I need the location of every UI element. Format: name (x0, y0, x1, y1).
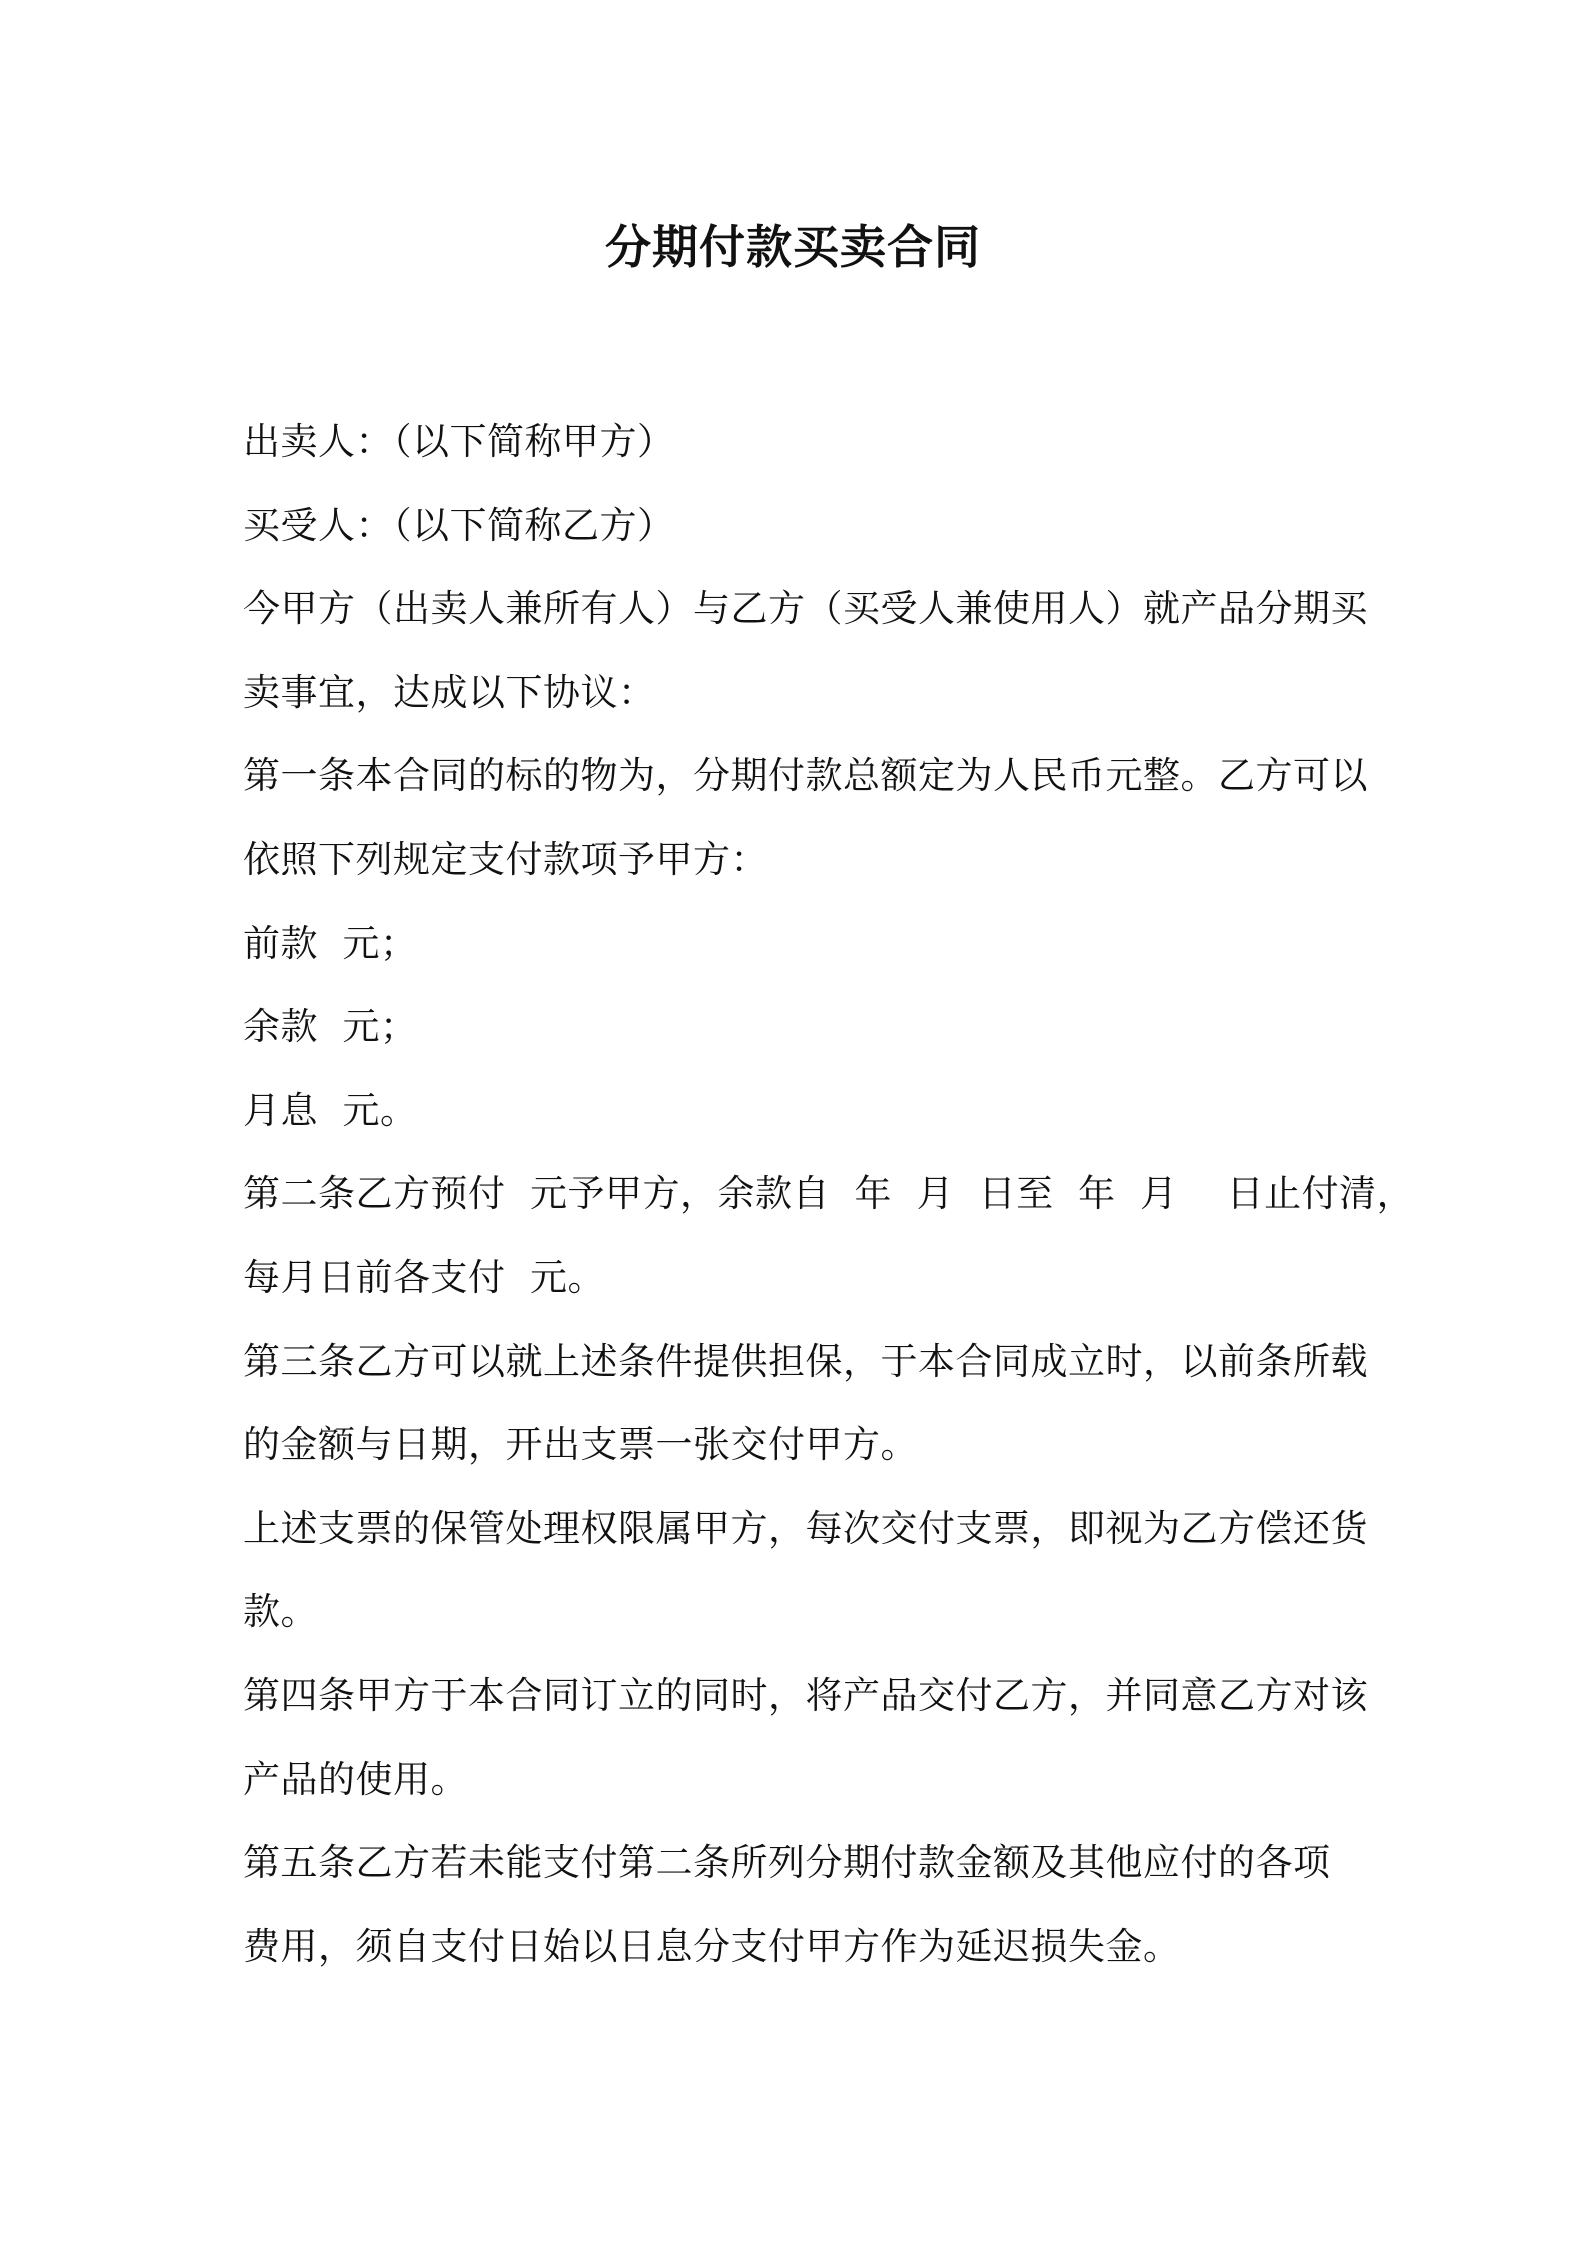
monthly-interest-line: 月息 元。 (243, 1088, 418, 1132)
article-4-line-1: 第四条甲方于本合同订立的同时，将产品交付乙方，并同意乙方对该 (243, 1673, 1368, 1717)
preamble-line-2: 卖事宜，达成以下协议： (243, 670, 656, 714)
article-1-line-1: 第一条本合同的标的物为，分期付款总额定为人民币元整。乙方可以 (243, 754, 1368, 798)
article-5-line-2: 费用，须自支付日始以日息分支付甲方作为延迟损失金。 (243, 1924, 1181, 1968)
preamble-line-1: 今甲方（出卖人兼所有人）与乙方（买受人兼使用人）就产品分期买 (243, 587, 1368, 631)
article-5-line-1: 第五条乙方若未能支付第二条所列分期付款金额及其他应付的各项 (243, 1841, 1331, 1885)
balance-line: 余款 元； (243, 1005, 418, 1049)
article-2-line-1: 第二条乙方预付 元予甲方，余款自 年 月 日至 年 月 日止付清， (243, 1172, 1415, 1216)
article-1-line-2: 依照下列规定支付款项予甲方： (243, 837, 768, 881)
cheque-custody-line-2: 款。 (243, 1590, 318, 1634)
down-payment-line: 前款 元； (243, 921, 418, 965)
article-3-line-1: 第三条乙方可以就上述条件提供担保，于本合同成立时，以前条所载 (243, 1339, 1368, 1383)
buyer-line: 买受人：（以下简称乙方） (243, 503, 675, 547)
article-2-line-2: 每月日前各支付 元。 (243, 1255, 606, 1299)
seller-line: 出卖人：（以下简称甲方） (243, 420, 675, 463)
cheque-custody-line-1: 上述支票的保管处理权限属甲方，每次交付支票，即视为乙方偿还货 (243, 1506, 1368, 1550)
article-4-line-2: 产品的使用。 (243, 1757, 468, 1801)
document-title: 分期付款买卖合同 (605, 220, 981, 274)
document-body (243, 400, 1415, 1988)
article-3-line-2: 的金额与日期，开出支票一张交付甲方。 (243, 1423, 918, 1467)
